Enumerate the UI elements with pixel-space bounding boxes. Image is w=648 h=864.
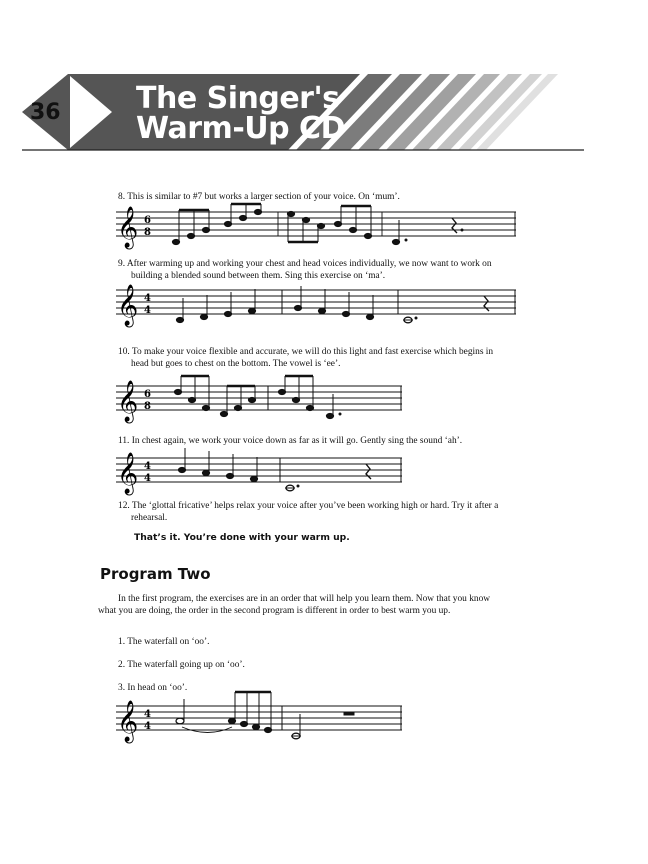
staff-exercise-11: [116, 452, 406, 502]
time-signature-top: 4: [144, 293, 151, 304]
time-signature-top: 4: [144, 461, 151, 472]
page-title: [136, 81, 345, 146]
program-two-intro-line-2: what you are doing, the order in the second program is different in order to best warm you up.: [98, 606, 451, 616]
program-two-intro-line-1: In the first program, the exercises are in an order that will help you learn them. Now that you know: [118, 594, 491, 604]
time-signature-bottom: 4: [144, 473, 151, 484]
exercise-12-text-line-1: 12. The ‘glottal fricative’ helps relax your voice after you’ve been working high or hard. Try it after a: [118, 501, 499, 511]
program-two-item-3: 3. In head on ‘oo’.: [118, 683, 188, 693]
staff-exercise-10: [116, 380, 406, 430]
treble-clef-icon: 𝄞: [117, 285, 139, 326]
program-two-item-2: 2. The waterfall going up on ‘oo’.: [118, 660, 245, 670]
staff-exercise-9: [116, 284, 520, 334]
staff-exercise-8: [116, 206, 520, 256]
time-signature-bottom: 8: [144, 401, 151, 412]
time-signature-bottom: 4: [144, 305, 151, 316]
exercise-9-text-line-2: building a blended sound between them. Sing this exercise on ‘ma’.: [131, 271, 386, 281]
treble-clef-icon: 𝄞: [117, 701, 139, 742]
time-signature-top: 6: [144, 389, 151, 400]
time-signature-bottom: 8: [144, 227, 151, 238]
staff-program-two-3: [116, 700, 406, 750]
treble-clef-icon: 𝄞: [117, 207, 139, 248]
time-signature-bottom: 4: [144, 721, 151, 732]
done-message: That’s it. You’re done with your warm up.: [134, 532, 350, 543]
title-line-1: The Singer's: [136, 81, 340, 116]
time-signature-top: 4: [144, 709, 151, 720]
exercise-10-text-line-2: head but goes to chest on the bottom. The vowel is ‘ee’.: [131, 359, 341, 369]
program-two-heading: Program Two: [100, 565, 211, 583]
program-two-item-1: 1. The waterfall on ‘oo’.: [118, 637, 210, 647]
page-number: 36: [30, 100, 61, 125]
exercise-12-text-line-2: rehearsal.: [131, 513, 168, 523]
exercise-11-text: 11. In chest again, we work your voice down as far as it will go. Gently sing the sound ‘ah’.: [118, 436, 463, 446]
exercise-10-text-line-1: 10. To make your voice flexible and accurate, we will do this light and fast exercise which begins in: [118, 347, 494, 357]
treble-clef-icon: 𝄞: [117, 453, 139, 494]
exercise-8-text: 8. This is similar to #7 but works a larger section of your voice. On ‘mum’.: [118, 192, 400, 202]
treble-clef-icon: 𝄞: [117, 381, 139, 422]
time-signature-top: 6: [144, 215, 151, 226]
half-rest-icon: [344, 712, 354, 715]
exercise-9-text-line-1: 9. After warming up and working your chest and head voices individually, we now want to work on: [118, 259, 492, 269]
title-line-2: Warm-Up CD: [136, 111, 345, 146]
